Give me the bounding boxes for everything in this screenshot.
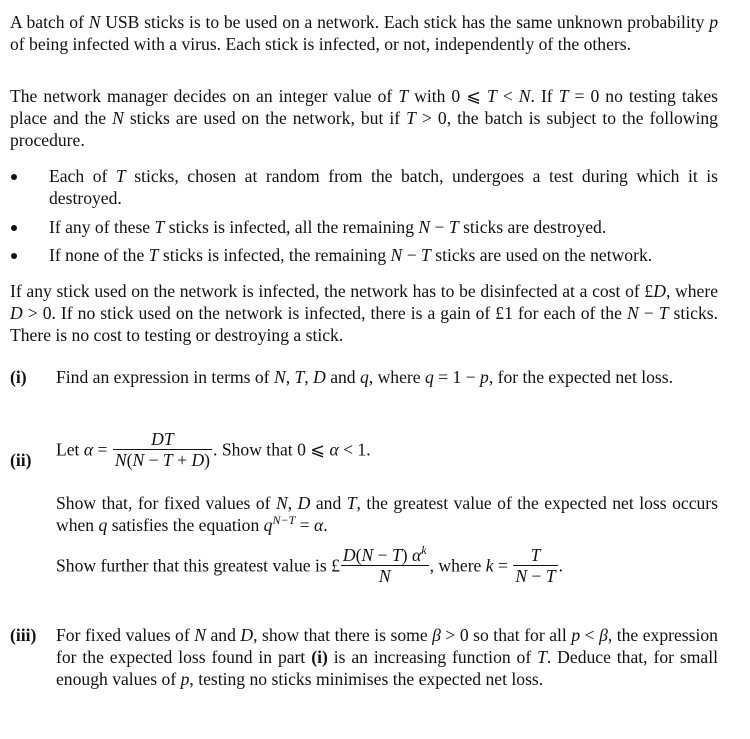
- intro-paragraph-1: A batch of N USB sticks is to be used on a network. Each stick has the same unknown probability p of being infected with a virus. Each stick is infected, or not, independently of the others.: [10, 12, 718, 54]
- part-i-label: (i): [10, 367, 27, 387]
- part-i-text: Find an expression in terms of N, T, D and q, where q = 1 − p, for the expected net loss.: [56, 367, 674, 387]
- intro-paragraph-2: The network manager decides on an integer value of T with 0 ⩽ T < N. If T = 0 no testing takes place and the N sticks are used on the network, but if T > 0, the batch is subject to the following procedure.: [10, 86, 718, 150]
- part-ii-label: (ii): [10, 450, 32, 470]
- greatest-value-denominator: N: [341, 565, 429, 586]
- alpha-numerator: DT: [151, 429, 174, 449]
- part-ii-greatest-value: Show further that this greatest value is £ $\frac{D(N - T) \alpha^k}{N}$ , where k = $\frac{T}{N - T}$ .: [56, 543, 564, 586]
- greatest-value-fraction: [341, 545, 429, 586]
- part-iii-text: For fixed values of N and D, show that there is some β > 0 so that for all p < β, the expression for the expected loss found in part (i) is an increasing function of T. Deduce that, for small enough values of p, testing no sticks minimises the expected net loss.: [56, 625, 718, 689]
- alpha-fraction: [113, 429, 212, 470]
- part-ii-text-2: Show that, for fixed values of N, D and T, the greatest value of the expected net loss occurs when q satisfies the equation $q^{N-T} = \alpha$.: [56, 493, 719, 535]
- costs-paragraph: If any stick used on the network is infected, the network has to be disinfected at a cost of £D, where D > 0. If no stick used on the network is infected, there is a gain of £1 for each of the N − T sticks. There is no cost to testing or destroying a stick.: [10, 281, 719, 345]
- bullet-text: If any of these T sticks is infected, all the remaining N − T sticks are destroyed.: [49, 217, 607, 237]
- greatest-value-prefix: Show further that this greatest value is £: [56, 555, 340, 576]
- greatest-value-numerator: D(N − T) $\alpha^k$: [342, 543, 427, 565]
- bullet-text: If none of the T sticks is infected, the remaining N − T sticks are used on the network.: [49, 245, 653, 265]
- bullet-text: Each of T sticks, chosen at random from the batch, undergoes a test during which it is destroyed.: [49, 166, 718, 208]
- k-fraction: [513, 545, 557, 586]
- alpha-denominator: N(N − T + D): [114, 450, 211, 470]
- part-ii-alpha-definition: Let α = $\frac{DT}{N(N - T + D)}$ . Show that 0 ⩽ α < 1.: [56, 429, 371, 470]
- greatest-value-suffix: .: [558, 555, 564, 576]
- k-denominator: N − T: [515, 566, 556, 586]
- k-numerator: T: [530, 545, 541, 565]
- part-iii-label: (iii): [10, 625, 37, 645]
